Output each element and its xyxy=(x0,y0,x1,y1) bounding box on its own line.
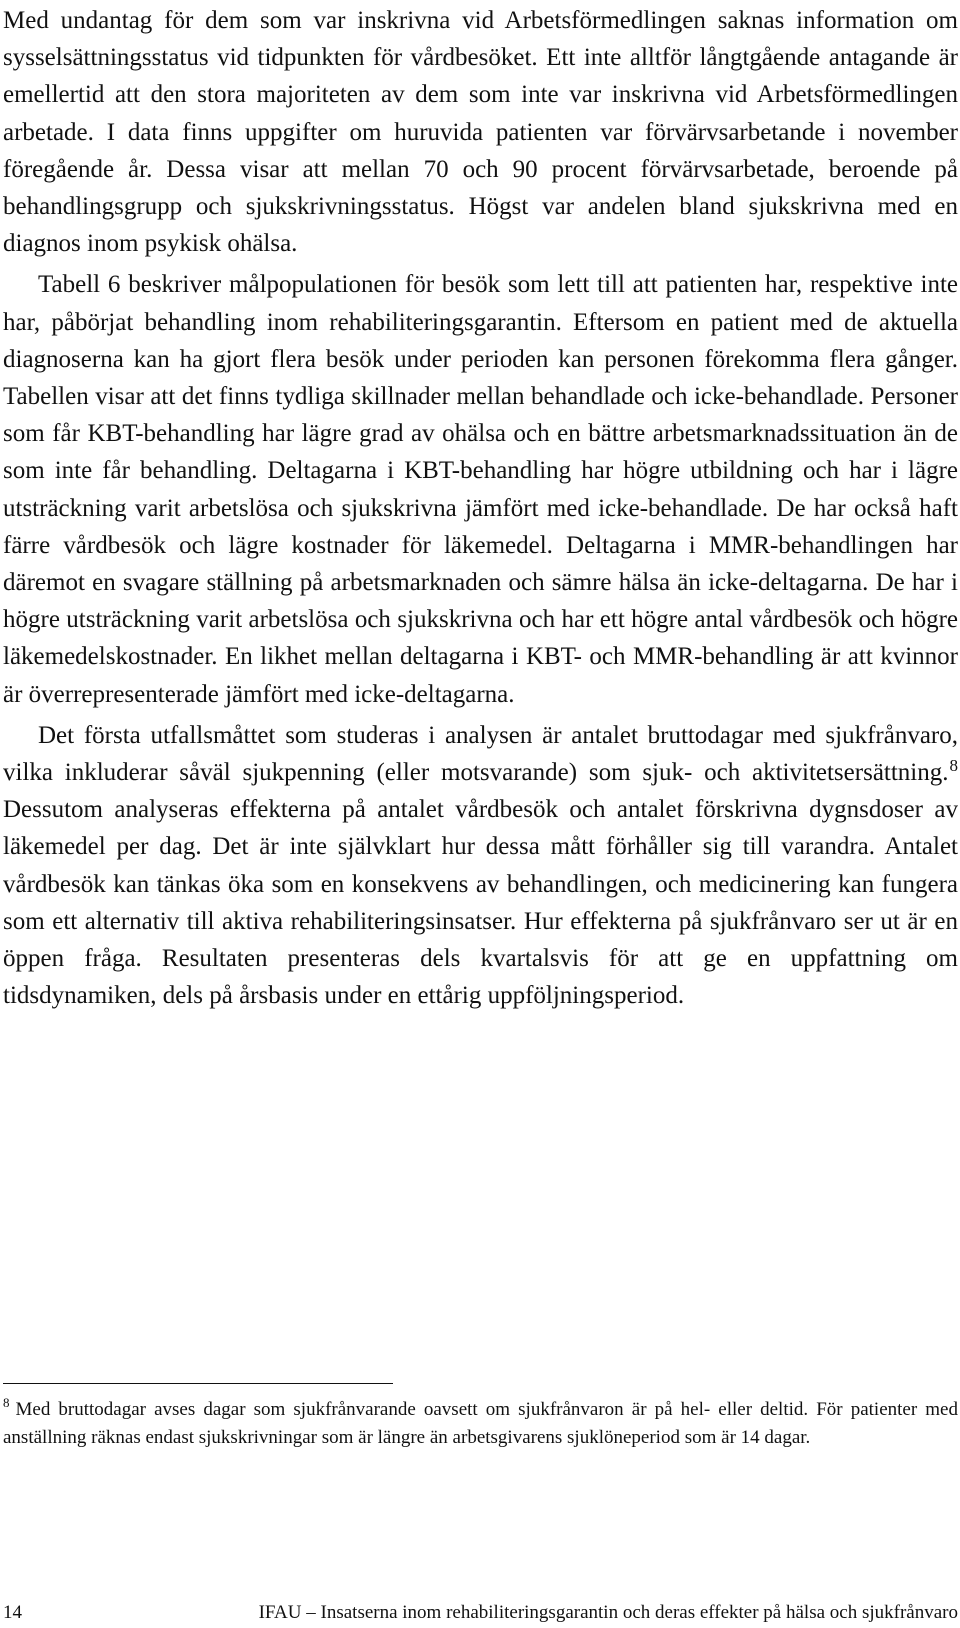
page-number: 14 xyxy=(3,1602,22,1623)
paragraph-text: Det första utfallsmåttet som studeras i analysen är antalet bruttodagar med sjukfrånvaro, vilka inkluderar såväl sjukpenning (eller motsvarande) som sjuk- och aktivitetsersättning. xyxy=(3,721,958,787)
paragraph: Tabell 6 beskriver målpopulationen för besök som lett till att patienten har, respektive inte har, påbörjat behandling inom rehabiliteringsgarantin. Eftersom en patient med de aktuella diagnoserna kan ha gjort flera besök under perioden kan personen förekomma flera gånger. Tabellen visar att det finns tydliga skillnader mellan behandlade och icke-behandlade. Personer som får KBT-behandling har lägre grad av ohälsa och en bättre arbetsmarknadssituation än de som inte får behandling. Deltagarna i KBT-behandling har högre utbildning och har i lägre utsträckning varit arbetslösa och sjukskrivna jämfört med icke-behandlade. De har också haft färre vårdbesök och lägre kostnader för läkemedel. Deltagarna i MMR-behandlingen har däremot en svagare ställning på arbetsmarknaden och sämre hälsa än icke-deltagarna. De har i högre utsträckning varit arbetslösa och sjukskrivna och har ett högre antal vårdbesök och högre läkemedelskostnader. En likhet mellan deltagarna i KBT- och MMR-behandling är att kvinnor är överrepresenterade jämfört med icke-deltagarna. xyxy=(3,271,958,708)
footnote xyxy=(3,1396,958,1452)
paragraph-with-footnote xyxy=(3,717,958,1015)
paragraph: Med undantag för dem som var inskrivna vid Arbetsförmedlingen saknas information om sysselsättningsstatus vid tidpunkten för vårdbesöket. Ett inte alltför långtgående antagande är emellertid att den stora majoriteten av dem som inte var inskrivna vid Arbetsförmedlingen arbetade. I data finns uppgifter om huruvida patienten var förvärvsarbetande i november föregående år. Dessa visar att mellan 70 och 90 procent förvärvsarbetade, beroende på behandlingsgrupp och sjukskrivningsstatus. Högst var andelen bland sjukskrivna med en diagnos inom psykisk ohälsa. xyxy=(3,7,958,258)
footnote-divider xyxy=(3,1383,393,1384)
running-title: IFAU – Insatserna inom rehabiliteringsgarantin och deras effekter på hälsa och sjukfrånvaro xyxy=(258,1602,958,1623)
footnote-reference[interactable]: 8 xyxy=(949,756,958,776)
footnote-text: Med bruttodagar avses dagar som sjukfrånvarande oavsett om sjukfrånvaron är på hel- eller deltid. För patienter med anställning räknas endast sjukskrivningar som är längre än arbetsgivarens sjuklöneperiod som är 14 dagar. xyxy=(3,1399,958,1448)
body-text xyxy=(3,2,958,1018)
paragraph-text: Dessutom analyseras effekterna på antalet vårdbesök och antalet förskrivna dygnsdoser av läkemedel per dag. Det är inte självklart hur dessa mått förhåller sig till varandra. Antalet vårdbesök kan tänkas öka som en konsekvens av behandlingen, och medicinering kan fungera som ett alternativ till aktiva rehabiliteringsinsatser. Hur effekterna på sjukfrånvaro ser ut är en öppen fråga. Resultaten presenteras dels kvartalsvis för att ge en uppfattning om tidsdynamiken, dels på årsbasis under en ettårig uppföljningsperiod. xyxy=(3,796,958,1010)
footnote-number: 8 xyxy=(3,1395,10,1410)
